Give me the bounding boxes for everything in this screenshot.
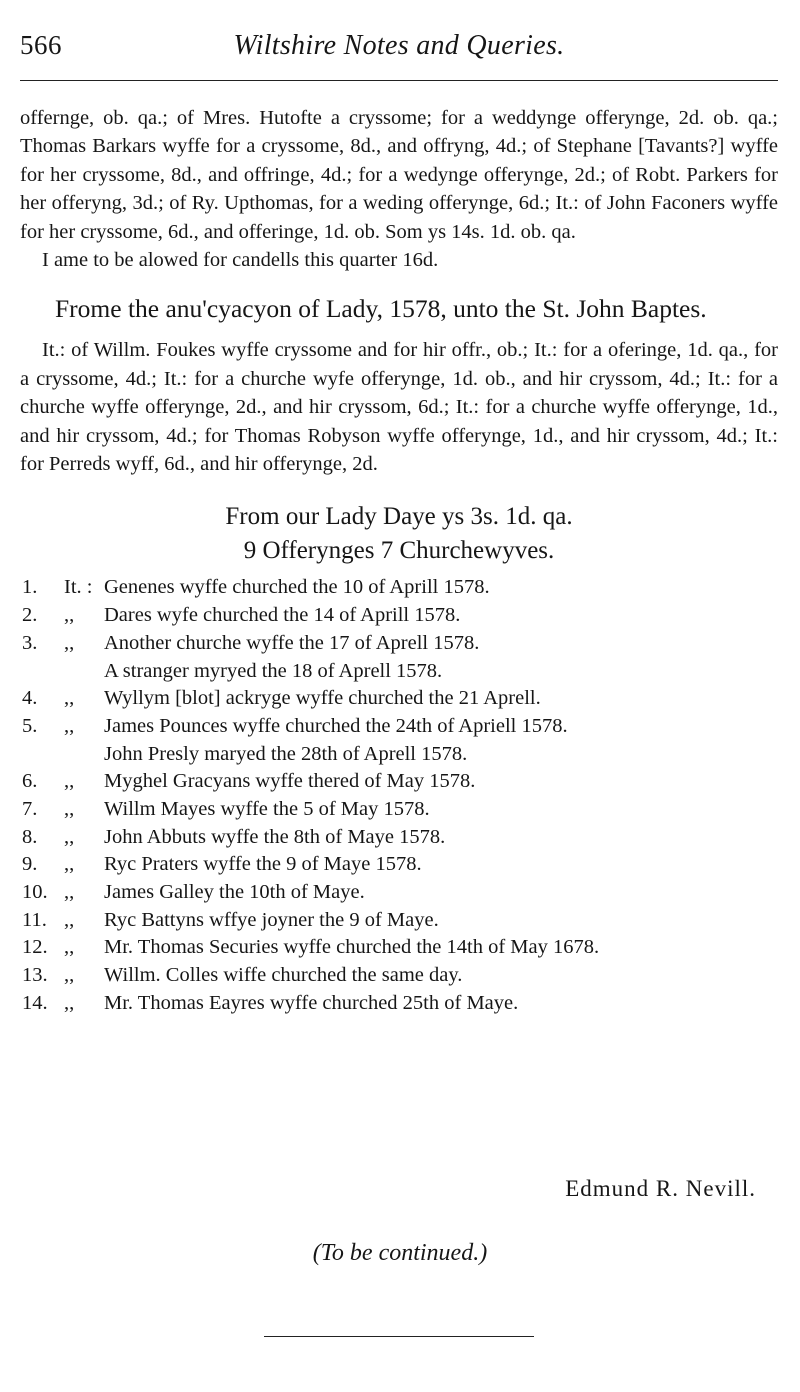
running-title: Wiltshire Notes and Queries. [233,30,565,61]
list-item [20,934,778,962]
entry-mark: ,, [64,908,75,931]
entry-text: A stranger myryed the 18 of Aprell 1578. [104,659,443,682]
entry-mark: ,, [64,881,75,904]
entry-mark: ,, [64,991,75,1014]
list-item [20,879,778,907]
entry-text: Ryc Battyns wffye joyner the 9 of Maye. [104,908,439,931]
summary-total: From our Lady Daye ys 3s. 1d. qa. [225,503,573,531]
list-item [20,851,778,879]
list-item [20,685,778,713]
list-item [20,630,778,658]
summary-count: 9 Offerynges 7 Churchewyves. [243,537,555,565]
list-item [20,907,778,935]
paragraph-offerings: offernge, ob. qa.; of Mres. Hutofte a cryssome; for a weddynge offerynge, 2d. ob. qa.; Thomas Barkars wyffe for a cryssome, 8d., and offryng, 4d.; of Stephane [Tavants?] wyffe for her cryssome, 8d., and offringe, 4d.; for a wedynge offerynge, 2d.; of Robt. Parkers for her offeryng, 3d.; of Ry. Upthomas, for a weding offerynge, 6d.; It.: of John Faconers wyffe for her cryssome, 6d., and offeringe, 1d. ob. Som ys 14s. 1d. ob. qa. [20,107,778,243]
entry-number: 10. [22,881,48,904]
entry-text: Willm Mayes wyffe the 5 of May 1578. [104,797,430,820]
list-item [20,796,778,824]
list-item [20,741,778,769]
entry-mark: ,, [64,825,75,848]
entry-text: Mr. Thomas Eayres wyffe churched 25th of Maye. [104,991,519,1014]
entry-number: 12. [22,936,48,959]
list-item [20,713,778,741]
list-item [20,768,778,796]
list-item [20,574,778,602]
section-paragraph: It.: of Willm. Foukes wyffe cryssome and for hir offr., ob.; It.: for a oferinge, 1d. qa., for a cryssome, 4d.; It.: for a churche wyfe offerynge, 1d. ob., and hir cryssom, 4d.; It.: for a churche wyffe offerynge, 2d., and hir cryssom, 6d.; It.: for a churche wyffe offerynge, 1d., and hir cryssom, 4d.; for Thomas Robyson wyffe offerynge, 1d., and hir cryssom, 4d.; It.: for Perreds wyff, 6d., and hir offerynge, 2d. [20,339,778,476]
entry-text: Wyllym [blot] ackryge wyffe churched the 21 Aprell. [104,687,541,710]
entry-number: 7. [22,797,38,820]
entry-number: 14. [22,991,48,1014]
footer-divider [264,1336,534,1337]
entry-mark: ,, [64,853,75,876]
continued-note: (To be continued.) [312,1240,488,1266]
entry-text: John Abbuts wyffe the 8th of Maye 1578. [104,825,446,848]
entry-mark: ,, [64,770,75,793]
entry-text: Genenes wyffe churched the 10 of Aprill 1578. [104,576,490,599]
list-item [20,962,778,990]
entry-text: Mr. Thomas Securies wyffe churched the 14th of May 1678. [104,936,600,959]
entry-text: James Galley the 10th of Maye. [104,881,365,904]
entry-mark: ,, [64,936,75,959]
entry-number: 9. [22,853,38,876]
churching-list [20,574,778,1017]
page-body [20,100,778,1017]
entry-text: Willm. Colles wiffe churched the same day. [104,964,463,987]
entry-number: 4. [22,687,38,710]
entry-number: 13. [22,964,48,987]
paragraph-candells: I ame to be alowed for candells this quarter 16d. [42,249,439,272]
entry-number: 8. [22,825,38,848]
header-divider [20,80,778,81]
entry-text: John Presly maryed the 28th of Aprell 1578. [104,742,468,765]
section-heading: Frome the anu'cyacyon of Lady, 1578, unto the St. John Baptes. [55,294,707,324]
entry-mark: It. : [64,576,93,599]
entry-text: Myghel Gracyans wyffe thered of May 1578. [104,770,476,793]
entry-text: Ryc Praters wyffe the 9 of Maye 1578. [104,853,422,876]
author-signature: Edmund R. Nevill. [565,1176,756,1201]
entry-text: Dares wyfe churched the 14 of Aprill 1578. [104,604,461,627]
page-header [20,30,778,70]
list-item [20,602,778,630]
entry-mark: ,, [64,964,75,987]
entry-mark: ,, [64,687,75,710]
entry-number: 6. [22,770,38,793]
entry-number: 5. [22,714,38,737]
page-number: 566 [20,30,62,60]
entry-mark: ,, [64,604,75,627]
entry-number: 11. [22,908,47,931]
entry-text: James Pounces wyffe churched the 24th of Apriell 1578. [104,714,568,737]
entry-text: Another churche wyffe the 17 of Aprell 1578. [104,631,480,654]
list-item [20,824,778,852]
entry-mark: ,, [64,631,75,654]
list-item [20,990,778,1018]
entry-mark: ,, [64,797,75,820]
list-item [20,658,778,686]
entry-number: 3. [22,631,38,654]
entry-number: 2. [22,604,38,627]
entry-mark: ,, [64,714,75,737]
entry-number: 1. [22,576,38,599]
